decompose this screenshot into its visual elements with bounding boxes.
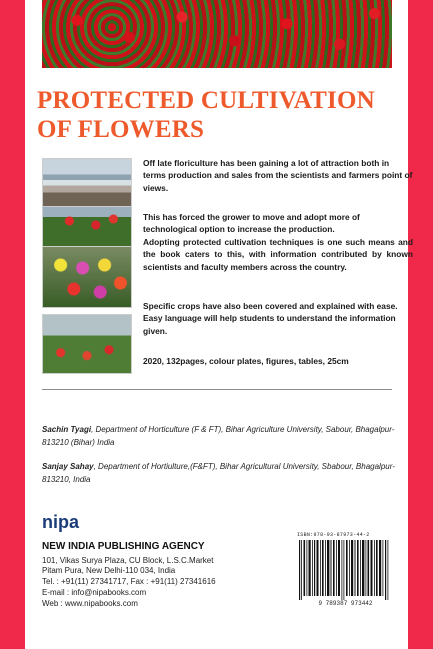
divider bbox=[42, 389, 392, 390]
blurb-paragraph-3: Adopting protected cultivation techniques is one such means and the book caters to this, with information contributed by known scientists and faculty members across the country. bbox=[143, 237, 413, 272]
barcode bbox=[297, 532, 394, 612]
barcode-number: 9 789387 973442 bbox=[318, 600, 373, 607]
publisher-email: E-mail : info@nipabooks.com bbox=[42, 588, 147, 597]
polyhouse-photo bbox=[42, 314, 132, 374]
blurb-paragraph-1: Off late floriculture has been gaining a lot of attraction both in terms production and sales from the scientists and farmers point of views. bbox=[143, 158, 413, 193]
greenhouse-photo bbox=[42, 158, 132, 208]
back-cover bbox=[25, 0, 413, 649]
flower-field-photo bbox=[42, 0, 392, 68]
book-title bbox=[37, 86, 397, 144]
anthurium-photo bbox=[42, 206, 132, 248]
publisher-website: Web : www.nipabooks.com bbox=[42, 599, 138, 608]
left-border-stripe bbox=[0, 0, 25, 649]
title-line-1: PROTECTED CULTIVATION bbox=[37, 87, 375, 114]
author-2-name: Sanjay Sahay bbox=[42, 462, 94, 471]
blurb-paragraph-2: This has forced the grower to move and adopt more of technological option to increase the production. bbox=[143, 212, 360, 235]
title-line-2: OF FLOWERS bbox=[37, 116, 205, 143]
nipa-logo: nipa bbox=[42, 512, 80, 532]
author-1 bbox=[42, 423, 397, 449]
blurb-paragraph-4: Specific crops have also been covered and explained with ease. Easy language will help students to understand the information given. bbox=[143, 301, 398, 336]
publisher-address-line-2: Pitam Pura, New Delhi-110 034, India bbox=[42, 566, 176, 575]
publisher-address-line-1: 101, Vikas Surya Plaza, CU Block, L.S.C.Market bbox=[42, 556, 214, 565]
barcode-bars bbox=[297, 540, 394, 600]
author-1-affiliation: , Department of Horticulture (F & FT), Bihar Agriculture University, Sabour, Bhagalpur-813210 (Bihar) India bbox=[42, 425, 395, 447]
book-specs: 2020, 132pages, colour plates, figures, tables, 25cm bbox=[143, 356, 349, 366]
author-2 bbox=[42, 460, 397, 486]
author-2-affiliation: , Department of Hortiulture,(F&FT), Bihar Agricultural University, Sbabour, Bhagalpur-813210, India bbox=[42, 462, 395, 484]
isbn-label: ISBN:978-93-87973-44-2 bbox=[297, 532, 370, 538]
author-1-name: Sachin Tyagi bbox=[42, 425, 92, 434]
chrysanthemum-photo bbox=[42, 246, 132, 308]
publisher-phone: Tel. : +91(11) 27341717, Fax : +91(11) 27341616 bbox=[42, 577, 216, 586]
publisher-name: NEW INDIA PUBLISHING AGENCY bbox=[42, 541, 205, 552]
